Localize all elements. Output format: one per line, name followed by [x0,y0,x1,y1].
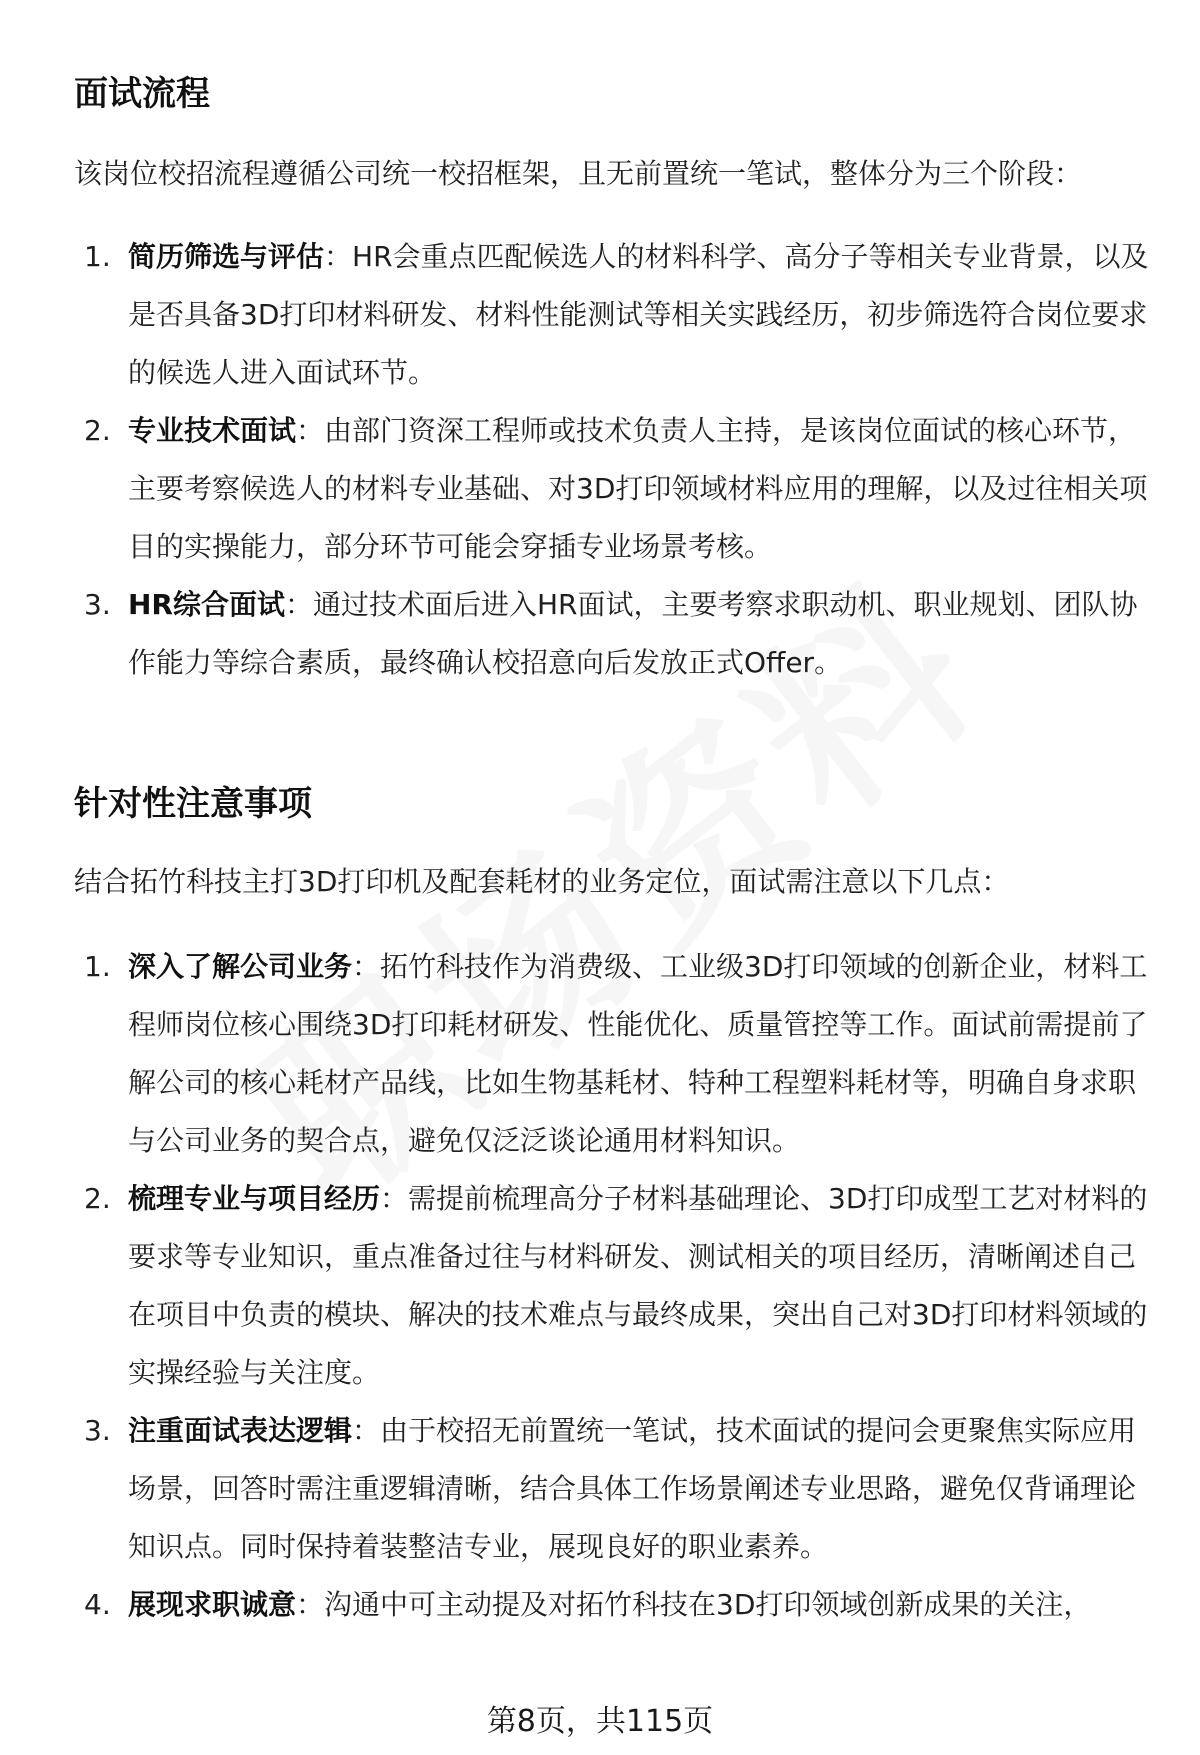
notes-list [74,938,1154,1634]
list-item [74,1170,1154,1402]
list-item [74,1402,1154,1576]
list-item-text: ：需提前梳理高分子材料基础理论、3D打印成型工艺对材料的要求等专业知识，重点准备过往与材料研发、测试相关的项目经历，清晰阐述自己在项目中负责的模块、解决的技术难点与最终成果，突出自己对3D打印材料领域的实操经验与关注度。 [128,1182,1148,1389]
page-number-footer: 第8页，共115页 [486,1704,714,1739]
list-item-term: 注重面试表达逻辑 [128,1414,353,1447]
list-item-term: HR综合面试 [128,588,285,621]
list-item [74,1576,1154,1634]
list-item-text: ：由部门资深工程师或技术负责人主持，是该岗位面试的核心环节，主要考察候选人的材料专业基础、对3D打印领域材料应用的理解，以及过往相关项目的实操能力，部分环节可能会穿插专业场景考核。 [128,414,1148,563]
list-item-term: 梳理专业与项目经历 [128,1182,381,1215]
section-intro-notes: 结合拓竹科技主打3D打印机及配套耗材的业务定位，面试需注意以下几点： [74,865,1010,898]
list-item-text: ：沟通中可主动提及对拓竹科技在3D打印领域创新成果的关注， [296,1588,1092,1621]
list-item-term: 深入了解公司业务 [128,950,353,983]
list-item-term: 专业技术面试 [128,414,297,447]
list-item-number: 2. [84,1182,111,1215]
list-item-text: ：HR会重点匹配候选人的材料科学、高分子等相关专业背景，以及是否具备3D打印材料研发、材料性能测试等相关实践经历，初步筛选符合岗位要求的候选人进入面试环节。 [128,240,1149,389]
list-item-number: 4. [84,1588,111,1621]
section-title-notes: 针对性注意事项 [74,784,312,824]
list-item-number: 3. [84,1414,111,1447]
list-item [74,576,1154,692]
list-item-number: 1. [84,240,111,273]
list-item-number: 1. [84,950,111,983]
list-item-term: 展现求职诚意 [128,1588,297,1621]
list-item-term: 简历筛选与评估 [128,240,325,273]
section-intro-interview-process: 该岗位校招流程遵循公司统一校招框架，且无前置统一笔试，整体分为三个阶段： [74,157,1083,190]
section-title-interview-process: 面试流程 [74,74,210,114]
list-item [74,228,1154,402]
interview-process-list [74,228,1154,692]
list-item-text: ：拓竹科技作为消费级、工业级3D打印领域的创新企业，材料工程师岗位核心围绕3D打印耗材研发、性能优化、质量管控等工作。面试前需提前了解公司的核心耗材产品线，比如生物基耗材、特种工程塑料耗材等，明确自身求职与公司业务的契合点，避免仅泛泛谈论通用材料知识。 [128,950,1148,1157]
list-item [74,402,1154,576]
list-item-text: ：通过技术面后进入HR面试，主要考察求职动机、职业规划、团队协作能力等综合素质，最终确认校招意向后发放正式Offer。 [128,588,1138,679]
list-item-number: 2. [84,414,111,447]
list-item [74,938,1154,1170]
list-item-number: 3. [84,588,111,621]
list-item-text: ：由于校招无前置统一笔试，技术面试的提问会更聚焦实际应用场景，回答时需注重逻辑清晰，结合具体工作场景阐述专业思路，避免仅背诵理论知识点。同时保持着装整洁专业，展现良好的职业素养。 [128,1414,1137,1563]
